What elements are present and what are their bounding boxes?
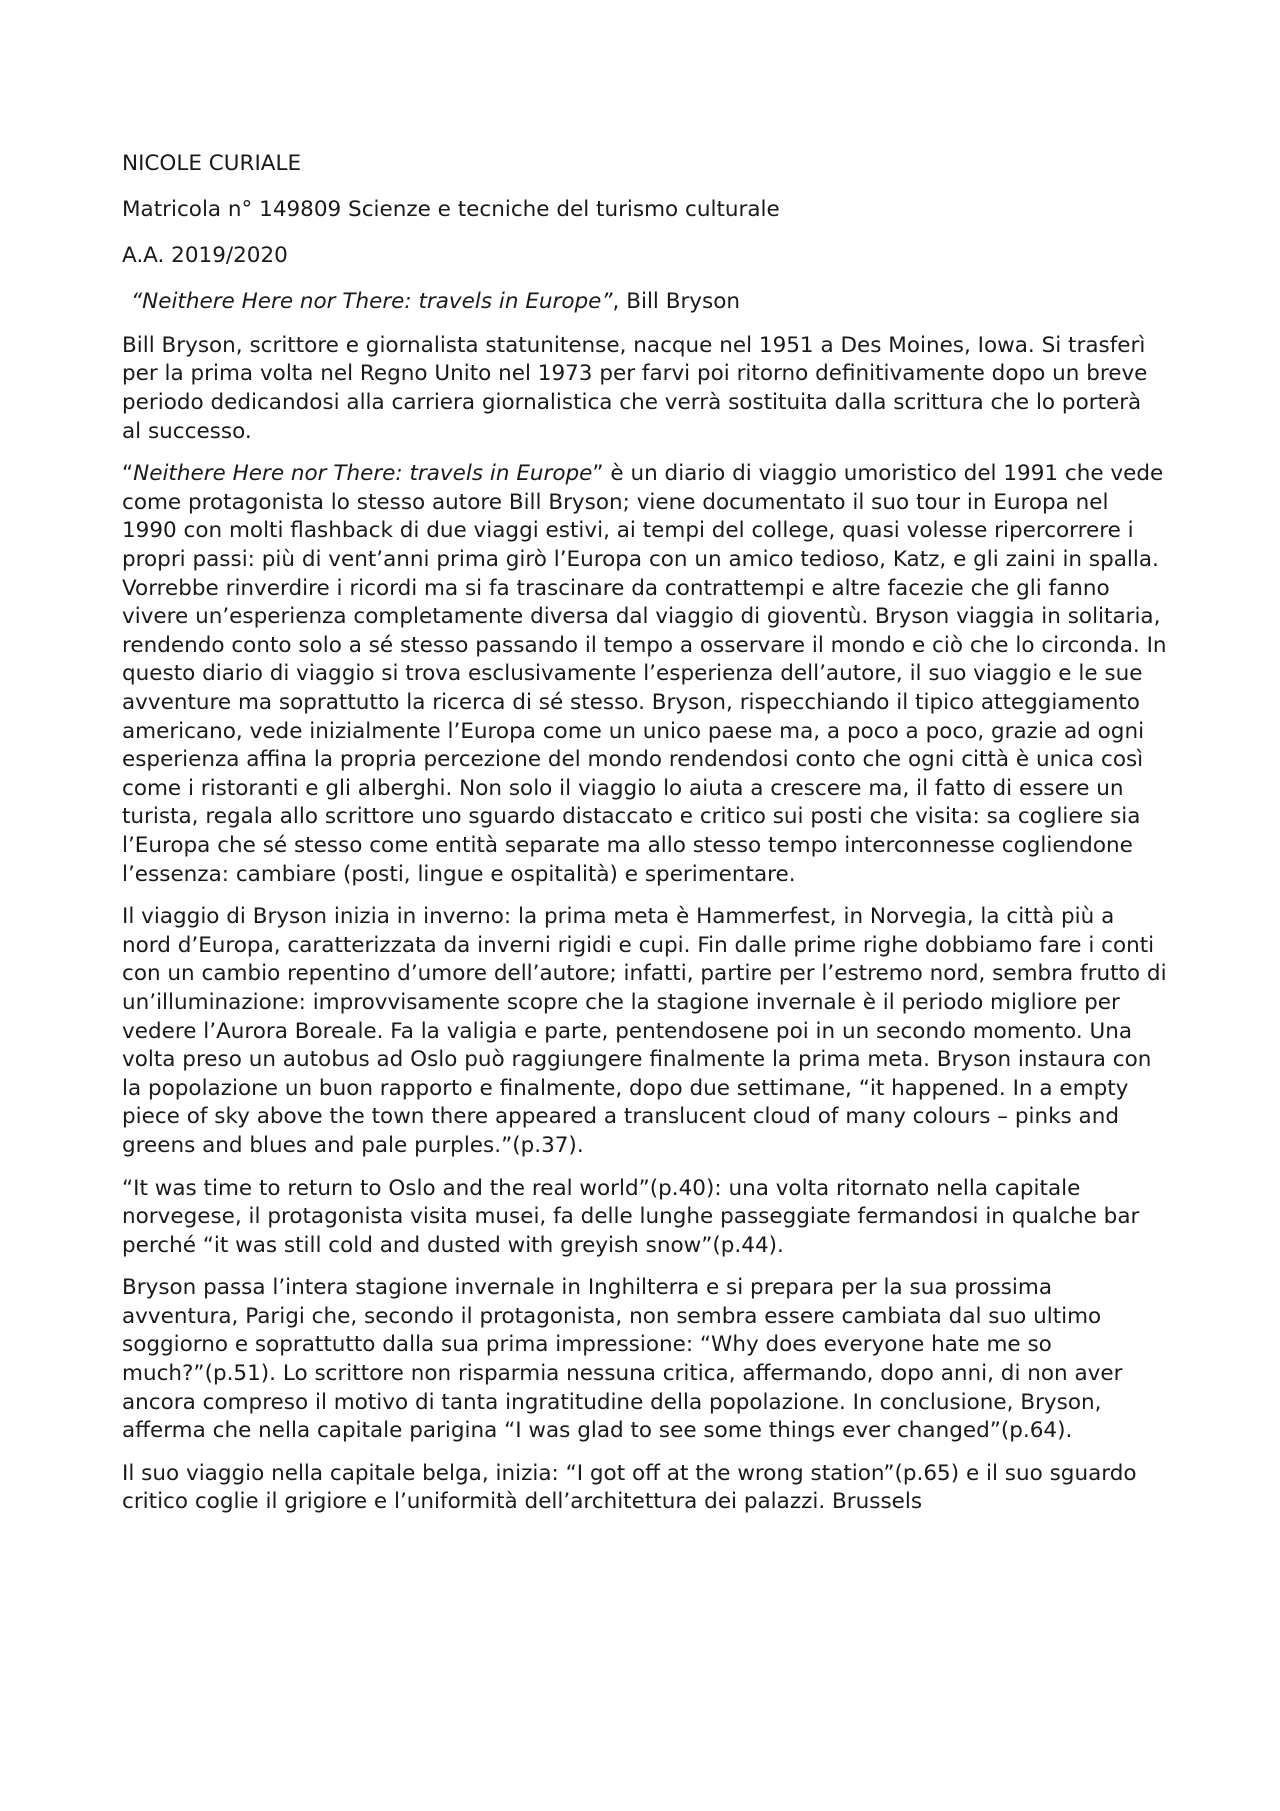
matricola-line: Matricola n° 149809 Scienze e tecniche del turismo culturale [122,197,780,223]
academic-year: A.A. 2019/2020 [122,243,288,269]
book-title-inline: Neithere Here nor There: travels in Europe [133,461,593,487]
paragraph-oslo: “It was time to return to Oslo and the real world”(p.40): una volta ritornato nella capitale norvegese, il protagonista visita musei, fa delle lunghe passeggiate fermandosi in qualche bar perché “it was still cold and dusted with greyish snow”(p.44). [122,1175,1140,1258]
paragraph-book-summary [122,460,1167,889]
summary-text: ” è un diario di viaggio umoristico del 1991 che vede come protagonista lo stesso autore Bill Bryson; viene documentato il suo tour in Europa nel 1990 con molti flashback di due viaggi estivi, ai tempi del college, quasi volesse ripercorrere i propri passi: più di vent’anni prima girò l’Europa con un amico tedioso, Katz, e gli zaini in spalla. Vorrebbe rinverdire i ricordi ma si fa trascinare da contrattempi e altre facezie che gli fanno vivere un’esperienza completamente diversa dal viaggio di gioventù. Bryson viaggia in solitaria, rendendo conto solo a sé stesso passando il tempo a osservare il mondo e ciò che lo circonda. In questo diario di viaggio si trova esclusivamente l’esperienza dell’autore, il suo viaggio e le sue avventure ma soprattutto la ricerca di sé stesso. Bryson, rispecchiando il tipico atteggiamento americano, vede inizialmente l’Europa come un unico paese ma, a poco a poco, grazie ad ogni esperienza affina la propria percezione del mondo rendendosi conto che ogni città è unica così come i ristoranti e gli alberghi. Non solo il viaggio lo aiuta a crescere ma, il fatto di essere un turista, regala allo scrittore uno sguardo distaccato e critico sui posti che visita: sa cogliere sia l’Europa che sé stesso come entità separate ma allo stesso tempo interconnesse cogliendone l’essenza: cambiare (posti, lingue e ospitalità) e sperimentare. [122,461,1167,887]
author-name: NICOLE CURIALE [122,151,302,176]
book-author: , Bill Bryson [612,289,741,315]
paragraph-hammerfest: Il viaggio di Bryson inizia in inverno: la prima meta è Hammerfest, in Norvegia, la città più a nord d’Europa, caratterizzata da inverni rigidi e cupi. Fin dalle prime righe dobbiamo fare i conti con un cambio repentino d’umore dell’autore; infatti, partire per l’estremo nord, sembra frutto di un’illuminazione: improvvisamente scopre che la stagione invernale è il periodo migliore per vedere l’Aurora Boreale. Fa la valigia e parte, pentendosene poi in un secondo momento. Una volta preso un autobus ad Oslo può raggiungere finalmente la prima meta. Bryson instaura con la popolazione un buon rapporto e finalmente, dopo due settimane, “it happened. In a empty piece of sky above the town there appeared a translucent cloud of many colours – pinks and greens and blues and pale purples.”(p.37). [122,904,1167,1158]
paragraph-paris: Bryson passa l’intera stagione invernale in Inghilterra e si prepara per la sua prossima avventura, Parigi che, secondo il protagonista, non sembra essere cambiata dal suo ultimo soggiorno e soprattutto dalla sua prima impressione: “Why does everyone hate me so much?”(p.51). Lo scrittore non risparmia nessuna critica, affermando, dopo anni, di non aver ancora compreso il motivo di tanta ingratitudine della popolazione. In conclusione, Bryson, afferma che nella capitale parigina “I was glad to see some things ever changed”(p.64). [122,1275,1123,1444]
paragraph-biography: Bill Bryson, scrittore e giornalista statunitense, nacque nel 1951 a Des Moines, Iowa. Si trasferì per la prima volta nel Regno Unito nel 1973 per farvi poi ritorno definitivamente dopo un breve periodo dedicandosi alla carriera giornalistica che verrà sostituita dalla scrittura che lo porterà al successo. [122,332,1148,444]
book-title-line [122,288,1167,317]
paragraph-brussels: Il suo viaggio nella capitale belga, inizia: “I got off at the wrong station”(p.65) e il suo sguardo critico coglie il grigiore e l’uniformità dell’architettura dei palazzi. Brussels [122,1460,1137,1515]
book-title: “Neithere Here nor There: travels in Europe” [131,289,613,315]
document-body [122,150,1167,1531]
open-quote: “ [122,461,134,487]
